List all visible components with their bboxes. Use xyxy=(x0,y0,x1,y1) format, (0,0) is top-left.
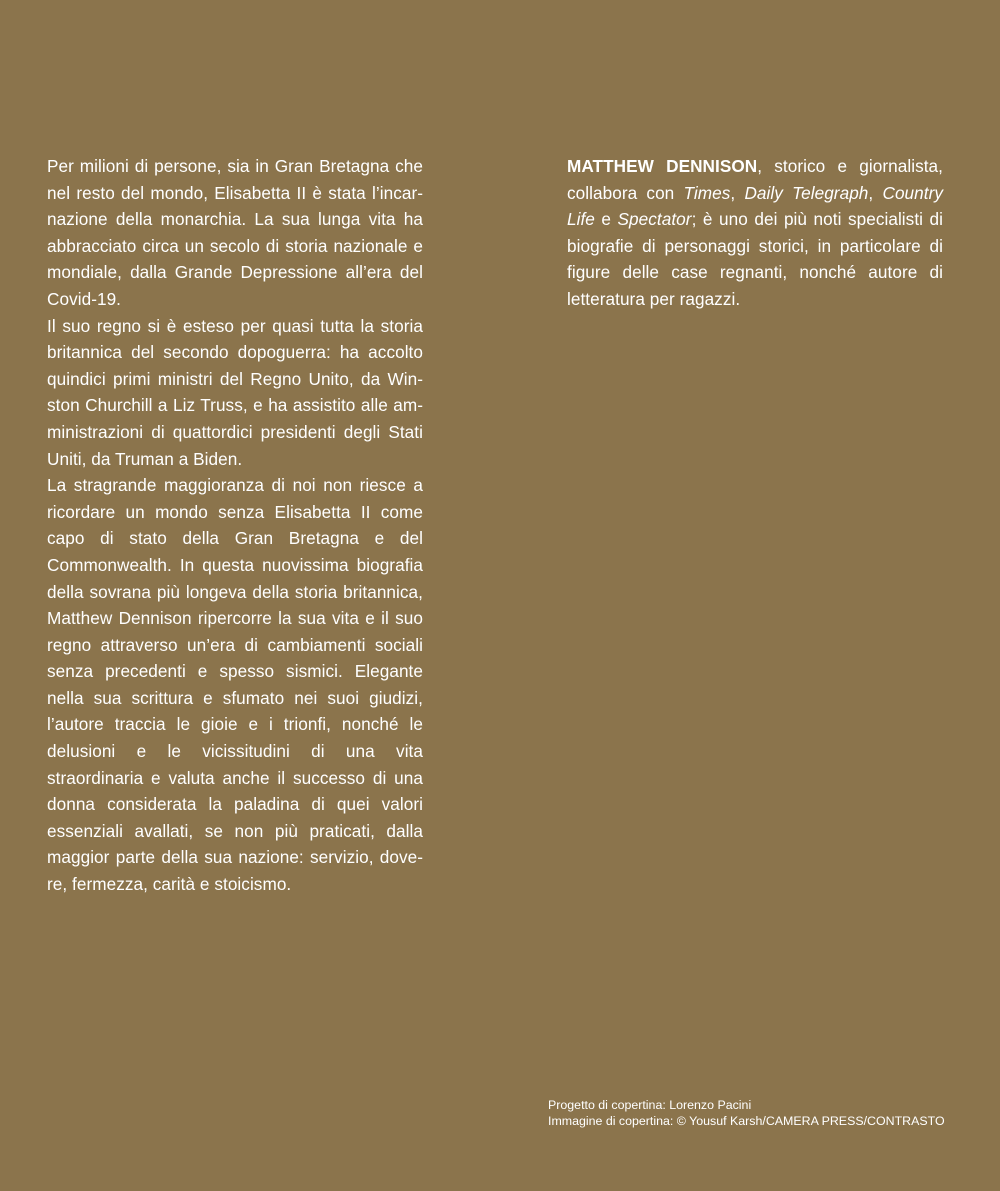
cover-credits xyxy=(548,1097,968,1129)
author-bio-text: ; è uno dei più noti specialisti di biografie di personaggi storici, in particolare di figure delle case regnanti, nonché autore di letteratura per ragazzi. xyxy=(567,209,943,309)
publication-country-life: Country Life xyxy=(567,182,944,230)
publication-spectator: Spectator xyxy=(617,209,692,230)
separator: , xyxy=(730,182,745,203)
cover-design-credit: Progetto di copertina: Lorenzo Pacini xyxy=(548,1098,752,1112)
synopsis-paragraph-2: Il suo regno si è esteso per quasi tutta la storia britannica del secondo dopoguerra: ha accolto quindici primi ministri del Regno Unito, da Winston Churchill a Liz Truss, e ha assistito alle amministrazioni di quattordici presidenti degli Stati Uniti, da Truman a Biden. xyxy=(47,315,423,469)
separator: , xyxy=(868,182,883,203)
separator: e xyxy=(594,209,618,230)
author-name: MATTHEW DENNISON xyxy=(567,156,758,176)
synopsis-column xyxy=(47,153,423,898)
cover-image-credit: Immagine di copertina: © Yousuf Karsh/CAMERA PRESS/CONTRASTO xyxy=(548,1114,945,1128)
author-bio-column xyxy=(567,153,943,313)
publication-daily-telegraph: Daily Telegraph xyxy=(744,182,869,203)
publication-times: Times xyxy=(683,182,731,203)
author-bio-text: , storico e giornalista, collabora con xyxy=(567,156,943,203)
synopsis-paragraph-3: La stragrande maggioranza di noi non riesce a ricordare un mondo senza Elisabetta II come capo di stato della Gran Bretagna e del Commonwealth. In questa nuovissima biografia della sovrana più longeva della storia britannica, Matthew Dennison ripercorre la sua vita e il suo regno attraverso un’era di cambiamenti sociali senza precedenti e spesso sismici. Elegante nella sua scrittura e sfumato nei suoi giudizi, l’autore traccia le gioie e i trionfi, nonché le delusioni e le vicissitudini di una vita straordinaria e valuta anche il successo di una donna considerata la paladina di quei valori essenziali avallati, se non più praticati, dalla maggior parte della sua nazione: servizio, dovere, fermezza, carità e stoicismo. xyxy=(47,475,423,895)
synopsis-paragraph-1: Per milioni di persone, sia in Gran Bretagna che nel resto del mondo, Elisabetta II è stata l’incarnazione della monarchia. La sua lunga vita ha abbracciato circa un secolo di storia nazionale e mondiale, dalla Grande Depressione all’era del Covid-19. xyxy=(47,156,423,309)
author-bio xyxy=(567,153,943,313)
